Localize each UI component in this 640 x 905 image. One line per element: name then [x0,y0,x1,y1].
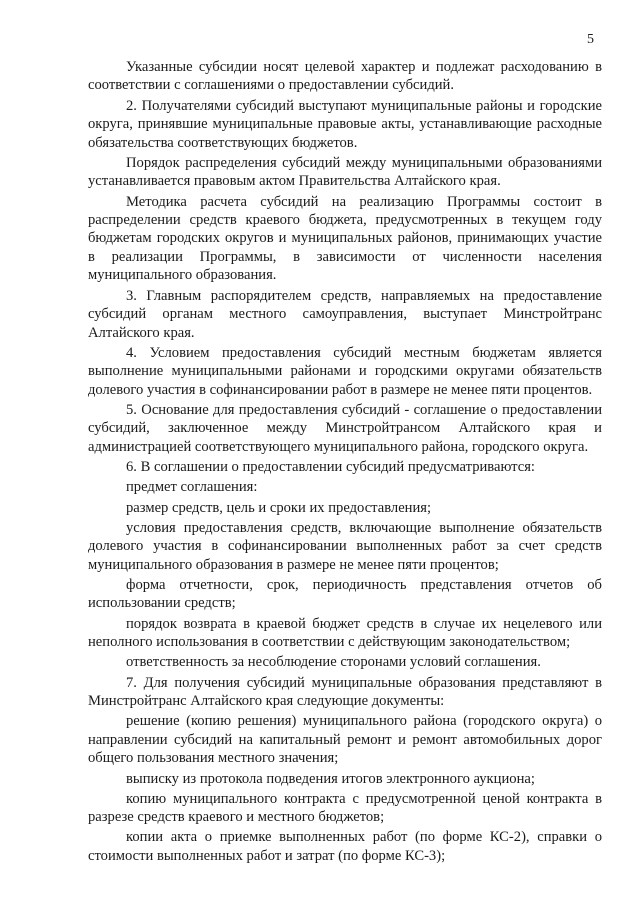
paragraph-15: 7. Для получения субсидий муниципальные образования представляют в Минстройтранс Алтайского края следующие документы: [88,674,602,710]
paragraph-2: 2. Получателями субсидий выступают муниципальные районы и городские округа, принявшие муниципальные правовые акты, устанавливающие расходные обязательства соответствующих бюджетов. [88,97,602,151]
paragraph-18: копию муниципального контракта с предусмотренной ценой контракта в разрезе средств краевого и местного бюджетов; [88,790,602,826]
paragraph-10: размер средств, цель и сроки их предоставления; [126,499,432,516]
paragraph-11: условия предоставления средств, включающие выполнение обязательств долевого участия в софинансировании выполненных работ за счет средств муниципального образования в размере не менее пяти процентов; [88,519,602,573]
paragraph-6: 4. Условием предоставления субсидий местным бюджетам является выполнение муниципальными районами и городскими округами обязательств долевого участия в софинансировании работ в размере не менее пяти процентов. [88,344,602,398]
document-body [88,58,602,867]
paragraph-12: форма отчетности, срок, периодичность представления отчетов об использовании средств; [88,577,602,612]
paragraph-8: 6. В соглашении о предоставлении субсидий предусматриваются: [126,459,535,476]
paragraph-19: копии акта о приемке выполненных работ (по форме КС-2), справки о стоимости выполненных работ и затрат (по форме КС-3); [88,829,602,864]
paragraph-16: решение (копию решения) муниципального района (городского округа) о направлении субсидий на капитальный ремонт и ремонт автомобильных дорог общего пользования местного значения; [88,713,602,767]
paragraph-13: порядок возврата в краевой бюджет средств в случае их нецелевого или неполного использования в соответствии с действующим законодательством; [88,615,602,651]
paragraph-9: предмет соглашения: [126,479,258,496]
paragraph-3: Порядок распределения субсидий между муниципальными образованиями устанавливается правовым актом Правительства Алтайского края. [88,154,602,190]
paragraph-4: Методика расчета субсидий на реализацию Программы состоит в распределении средств краевого бюджета, предусмотренных в текущем году бюджетам городских округов и муниципальных районов, принимающих участие в реализации Программы, в зависимости от численности населения муниципального образования. [88,193,602,284]
paragraph-5: 3. Главным распорядителем средств, направляемых на предоставление субсидий органам местного самоуправления, выступает Минстройтранс Алтайского края. [88,287,602,341]
paragraph-7: 5. Основание для предоставления субсидий - соглашение о предоставлении субсидий, заключенное между Минстройтрансом Алтайского края и администрацией соответствующего муниципального района, городского округа. [88,401,602,455]
page-number: 5 [587,32,594,47]
paragraph-17: выписку из протокола подведения итогов электронного аукциона; [126,770,535,787]
paragraph-1: Указанные субсидии носят целевой характер и подлежат расходованию в соответствии с соглашениями о предоставлении субсидий. [88,59,602,94]
paragraph-14: ответственность за несоблюдение сторонами условий соглашения. [126,654,541,671]
